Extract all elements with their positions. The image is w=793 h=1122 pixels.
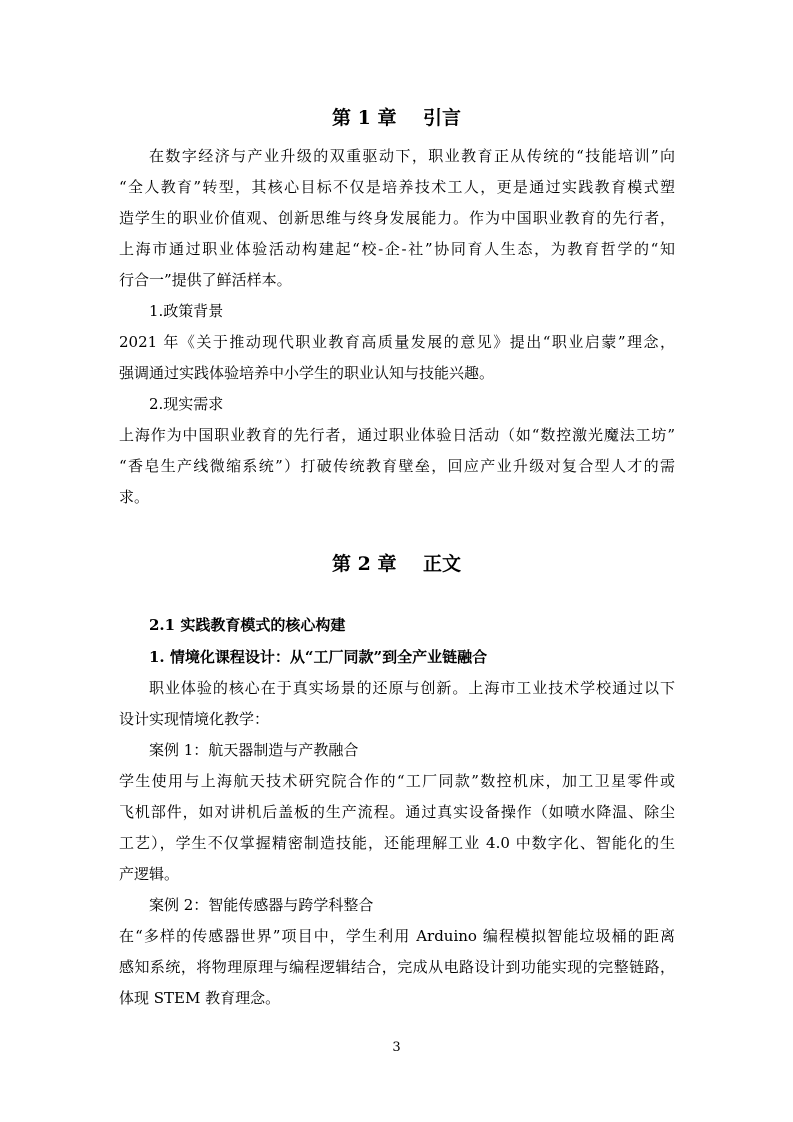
case-2-title: 案例 2：智能传感器与跨学科整合 [149, 896, 374, 914]
case-1-line: 工艺），学生不仅掌握精密制造技能，还能理解工业 4.0 中数字化、智能化的生 [119, 834, 675, 852]
policy-background-heading: 1.政策背景 [149, 302, 224, 320]
section-2-1-heading: 2.1 实践教育模式的核心构建 [149, 616, 346, 634]
case-1-line: 学生使用与上海航天技术研究院合作的“工厂同款”数控机床，加工卫星零件或 [119, 772, 675, 790]
chapter-1-title: 第 1 章 引言 [332, 107, 461, 129]
case-2-line: 在“多样的传感器世界”项目中，学生利用 Arduino 编程模拟智能垃圾桶的距离 [119, 927, 675, 945]
chapter-1-intro-line: 上海市通过职业体验活动构建起“校-企-社”协同育人生态，为教育哲学的“知 [119, 240, 675, 258]
chapter-1-intro-line: 在数字经济与产业升级的双重驱动下，职业教育正从传统的“技能培训”向 [149, 147, 675, 165]
policy-background-line: 强调通过实践体验培养中小学生的职业认知与技能兴趣。 [119, 364, 495, 382]
policy-background-line: 2021 年《关于推动现代职业教育高质量发展的意见》提出“职业启蒙”理念， [119, 333, 675, 351]
case-2-line: 体现 STEM 教育理念。 [119, 989, 281, 1007]
chapter-1-intro-line: “全人教育”转型，其核心目标不仅是培养技术工人，更是通过实践教育模式塑 [119, 178, 675, 196]
subsection-1-heading: 1. 情境化课程设计：从“工厂同款”到全产业链融合 [149, 648, 488, 666]
page-number: 3 [392, 1040, 401, 1055]
chapter-2-title: 第 2 章 正文 [332, 553, 461, 575]
practical-needs-line: 求。 [119, 488, 150, 506]
chapter-2-intro-line: 设计实现情境化教学： [119, 710, 270, 728]
chapter-2-intro-line: 职业体验的核心在于真实场景的还原与创新。上海市工业技术学校通过以下 [149, 679, 675, 697]
chapter-1-intro-line: 行合一”提供了鲜活样本。 [119, 271, 292, 289]
case-1-line: 产逻辑。 [119, 865, 180, 883]
case-1-line: 飞机部件，如对讲机后盖板的生产流程。通过真实设备操作（如喷水降温、除尘 [119, 803, 675, 821]
practical-needs-heading: 2.现实需求 [149, 395, 224, 413]
case-1-title: 案例 1：航天器制造与产教融合 [149, 741, 359, 759]
practical-needs-line: 上海作为中国职业教育的先行者，通过职业体验日活动（如“数控激光魔法工坊” [119, 426, 675, 444]
case-2-line: 感知系统，将物理原理与编程逻辑结合，完成从电路设计到功能实现的完整链路， [119, 958, 675, 976]
chapter-1-intro-line: 造学生的职业价值观、创新思维与终身发展能力。作为中国职业教育的先行者， [119, 209, 675, 227]
practical-needs-line: “香皂生产线微缩系统”）打破传统教育壁垒，回应产业升级对复合型人才的需 [119, 457, 675, 475]
